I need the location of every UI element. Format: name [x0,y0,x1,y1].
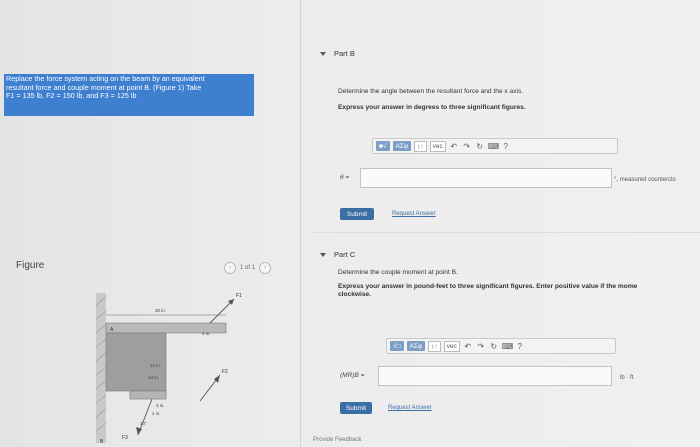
help-icon[interactable]: ? [503,141,508,151]
force-f2-label: F2 [222,369,228,375]
part-b-question: Determine the angle between the resultant force and the x axis. [338,88,524,95]
part-b-instruction: Express your answer in degrees to three significant figures. [338,104,526,111]
arrows-button[interactable]: ↕↑ [414,141,427,152]
force-f1-label: F1 [236,293,242,299]
pane-divider [300,0,301,447]
dim-14in: 14 in. [148,375,160,380]
force-f3-label: F3 [122,435,128,441]
problem-statement [6,75,254,101]
chevron-left-icon: ‹ [229,265,231,271]
figure-label: Figure [16,260,45,271]
part-separator [313,232,700,233]
dim-4in: 4 in. [202,331,211,336]
part-b-answer-input[interactable] [360,168,612,188]
point-b-label: B [100,439,104,445]
redo-icon[interactable]: ↷ [477,341,485,351]
dim-3in: 3 in. [156,403,165,408]
undo-icon[interactable]: ↶ [464,341,472,351]
part-b-answer-label: θ = [340,174,350,181]
part-c-title: Part C [334,250,356,259]
part-c-unit: lb · ft [620,375,634,381]
greek-button[interactable]: ΑΣφ [407,341,426,351]
reset-icon[interactable]: ↻ [476,141,484,151]
part-b-request-answer-link[interactable]: Request Answer [392,211,436,217]
beam-bracket [106,333,166,391]
part-c-instruction: Express your answer in pound-feet to three significant figures. Enter positive value if the mome [338,283,638,290]
part-c-answer-label: (MR)B = [340,372,365,379]
problem-pane [0,0,300,447]
part-c-header[interactable] [320,250,355,259]
part-c-question: Determine the couple moment at point B. [338,269,458,276]
template-button[interactable]: ■√ [376,141,390,151]
redo-icon[interactable]: ↷ [463,141,471,151]
point-a-label: A [110,327,114,333]
keyboard-icon[interactable]: ⌨ [501,341,514,351]
sqrt-button[interactable]: √□ [390,341,404,351]
keyboard-icon[interactable]: ⌨ [487,141,500,151]
figure-page-indicator: 1 of 1 [240,265,256,271]
collapse-triangle-icon [320,253,326,257]
dim-angle: 30° [140,421,147,426]
prev-figure-button[interactable] [224,262,236,274]
beam-bottom [130,391,166,399]
undo-icon[interactable]: ↶ [450,141,458,151]
part-b-math-toolbar [372,138,618,154]
dim-4in-b: 4 in. [152,411,161,416]
greek-button[interactable]: ΑΣφ [393,141,412,151]
arrows-button[interactable]: ↕↑ [428,341,441,352]
part-c-submit-button[interactable]: Submit [340,402,372,414]
help-icon[interactable]: ? [517,341,522,351]
reset-icon[interactable]: ↻ [490,341,498,351]
figure-pager [224,262,271,274]
problem-line-3: F1 = 135 lb, F2 = 150 lb, and F3 = 125 lb [6,91,137,101]
provide-feedback-link[interactable]: Provide Feedback [313,437,362,443]
dim-30in: 30 in. [155,308,167,313]
part-c-request-answer-link[interactable]: Request Answer [388,405,432,411]
vec-button[interactable]: vec [444,341,460,352]
collapse-triangle-icon [320,52,326,56]
part-b-header[interactable] [320,49,355,58]
part-c-answer-input[interactable] [378,366,612,386]
vec-button[interactable]: vec [430,141,446,152]
part-c-math-toolbar [386,338,616,354]
problem-line-1: Replace the force system acting on the beam by an equivalent [6,74,205,83]
part-b-title: Part B [334,49,355,58]
beam-figure [60,275,260,445]
chevron-right-icon: › [264,265,267,271]
dim-12in: 12 in. [150,363,162,368]
problem-line-2: resultant force and couple moment at point B. (Figure 1) Take [6,82,202,92]
part-b-submit-button[interactable]: Submit [340,208,374,220]
next-figure-button[interactable] [259,262,271,274]
part-b-unit: °, measured counterclo [614,177,676,183]
part-c-instruction-2: clockwise. [338,291,371,298]
